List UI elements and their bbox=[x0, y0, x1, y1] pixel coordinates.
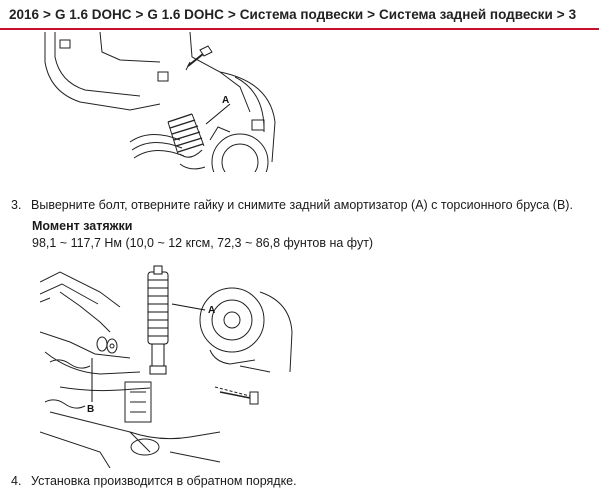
breadcrumb bbox=[0, 0, 599, 30]
callout-a-leader bbox=[172, 304, 205, 310]
callout-a-label: A bbox=[208, 305, 216, 316]
bolt-icon bbox=[186, 46, 212, 70]
breadcrumb-separator: > bbox=[135, 7, 144, 22]
breadcrumb-item-engine-2[interactable]: G 1.6 DOHC bbox=[147, 7, 224, 22]
figure-shock-removal bbox=[40, 262, 300, 468]
step-4-text: Установка производится в обратном порядке. bbox=[31, 474, 297, 488]
diagram-shock-removal bbox=[40, 262, 300, 468]
step-4 bbox=[11, 474, 297, 488]
breadcrumb-separator: > bbox=[43, 7, 51, 22]
breadcrumb-separator: > bbox=[227, 7, 236, 22]
breadcrumb-item-suspension[interactable]: Система подвески bbox=[239, 7, 364, 22]
figure-shock-upper bbox=[40, 32, 300, 172]
step-3-number: 3. bbox=[11, 198, 22, 212]
step-4-number: 4. bbox=[11, 474, 22, 488]
shock-absorber-spring bbox=[168, 114, 204, 157]
breadcrumb-item-rear-suspension[interactable]: Система задней подвески bbox=[379, 7, 553, 22]
breadcrumb-item-engine[interactable]: G 1.6 DOHC bbox=[54, 7, 132, 22]
step-3-text: Выверните болт, отверните гайку и снимите задний амортизатор (A) с торсионного бруса (B). bbox=[31, 198, 573, 212]
step-3 bbox=[11, 198, 573, 212]
breadcrumb-separator: > bbox=[556, 7, 565, 22]
torque-value: 98,1 ~ 117,7 Нм (10,0 ~ 12 кгсм, 72,3 ~ 86,8 фунтов на фут) bbox=[32, 236, 374, 250]
diagram-shock-upper bbox=[40, 32, 300, 172]
callout-b-label: B bbox=[87, 404, 95, 415]
breadcrumb-item-truncated[interactable]: 3 bbox=[568, 7, 577, 22]
breadcrumb-separator: > bbox=[367, 7, 376, 22]
callout-leader bbox=[206, 104, 230, 124]
breadcrumb-item-year[interactable]: 2016 bbox=[9, 7, 40, 22]
torque-label: Момент затяжки bbox=[32, 219, 133, 233]
shock-absorber bbox=[148, 266, 168, 374]
callout-a-label: A bbox=[222, 95, 230, 106]
long-bolt-icon bbox=[215, 387, 258, 404]
